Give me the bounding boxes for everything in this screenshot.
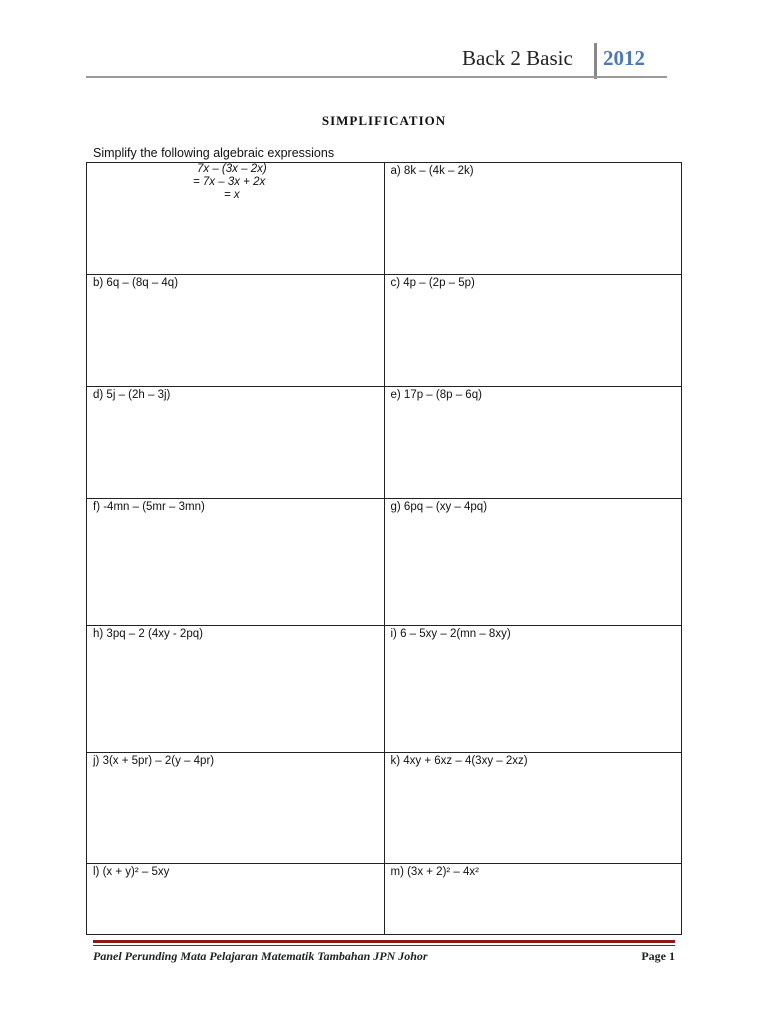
question-cell-g[interactable] — [384, 499, 682, 626]
question-k: k) 4xy + 6xz – 4(3xy – 2xz) — [390, 755, 528, 767]
question-cell-k[interactable] — [384, 753, 682, 864]
example-cell — [87, 163, 385, 275]
question-cell-e[interactable] — [384, 387, 682, 499]
question-cell-c[interactable] — [384, 275, 682, 387]
question-cell-b[interactable] — [87, 275, 385, 387]
example-line-2: = 7x – 3x + 2x — [193, 176, 266, 188]
footer-rule-thick — [93, 940, 675, 943]
instruction-text: Simplify the following algebraic expressions — [93, 146, 335, 160]
question-cell-m[interactable] — [384, 864, 682, 935]
question-cell-j[interactable] — [87, 753, 385, 864]
exercise-table — [86, 162, 682, 935]
question-j: j) 3(x + 5pr) – 2(y – 4pr) — [93, 755, 215, 767]
footer-rule-thin — [93, 945, 675, 946]
question-g: g) 6pq – (xy – 4pq) — [390, 501, 488, 513]
header-year: 2012 — [603, 46, 645, 70]
header-divider — [594, 43, 597, 79]
question-l: l) (x + y)² – 5xy — [93, 866, 170, 878]
question-b: b) 6q – (8q – 4q) — [93, 277, 179, 289]
question-cell-d[interactable] — [87, 387, 385, 499]
footer-page-number: Page 1 — [641, 949, 675, 963]
header-rule — [86, 76, 667, 78]
question-cell-i[interactable] — [384, 626, 682, 753]
example-line-1: 7x – (3x – 2x) — [197, 163, 267, 175]
question-c: c) 4p – (2p – 5p) — [390, 277, 475, 289]
example-line-3: = x — [224, 189, 240, 201]
question-e: e) 17p – (8p – 6q) — [390, 389, 482, 401]
question-h: h) 3pq – 2 (4xy - 2pq) — [93, 628, 203, 640]
question-f: f) -4mn – (5mr – 3mn) — [93, 501, 205, 513]
question-cell-a[interactable] — [384, 163, 682, 275]
question-d: d) 5j – (2h – 3j) — [93, 389, 171, 401]
header-title: Back 2 Basic — [462, 46, 573, 70]
question-a: a) 8k – (4k – 2k) — [390, 165, 474, 177]
question-cell-l[interactable] — [87, 864, 385, 935]
question-cell-f[interactable] — [87, 499, 385, 626]
page-title: SIMPLIFICATION — [321, 113, 447, 128]
question-m: m) (3x + 2)² – 4x² — [390, 866, 480, 878]
footer-organization: Panel Perunding Mata Pelajaran Matematik Tambahan JPN Johor — [93, 949, 428, 963]
question-i: i) 6 – 5xy – 2(mn – 8xy) — [390, 628, 511, 640]
question-cell-h[interactable] — [87, 626, 385, 753]
